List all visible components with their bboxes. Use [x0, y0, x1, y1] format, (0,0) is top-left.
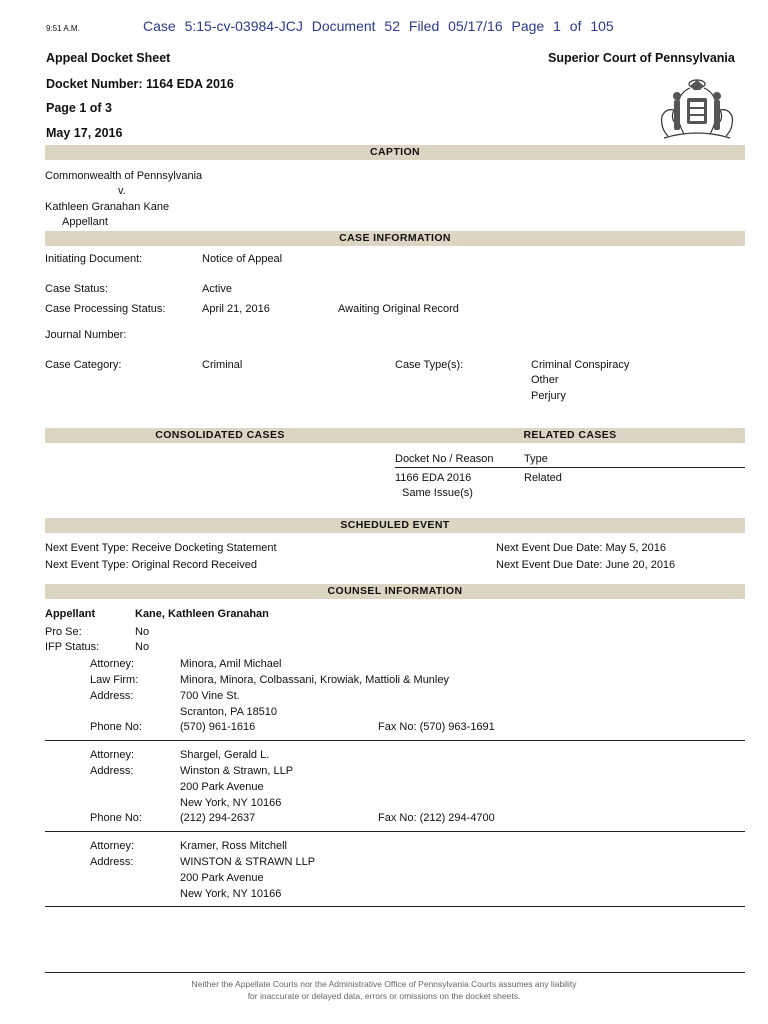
footer-disclaimer-line-2: for inaccurate or delayed data, errors or omissions on the docket sheets.	[247, 991, 521, 1001]
attorney-divider	[45, 831, 745, 832]
ifp-status-value: No	[135, 641, 150, 653]
fax-number: Fax No: (212) 294-4700	[378, 812, 495, 824]
case-type-item: Criminal Conspiracy	[531, 359, 630, 371]
scheduled-event-section-bar	[45, 518, 745, 533]
print-time: 9:51 A.M.	[46, 24, 80, 33]
address-line: 200 Park Avenue	[180, 781, 264, 793]
related-type: Related	[524, 472, 562, 484]
document-title: Appeal Docket Sheet	[46, 51, 171, 65]
phone-number: (212) 294-2637	[180, 812, 256, 824]
related-col-type-header: Type	[524, 453, 548, 465]
address-line: 200 Park Avenue	[180, 872, 264, 884]
attorney-label: Attorney:	[90, 840, 135, 852]
address-label: Address:	[90, 765, 134, 777]
ifp-status-label: IFP Status:	[45, 641, 100, 653]
phone-label: Phone No:	[90, 721, 142, 733]
court-name: Superior Court of Pennsylvania	[548, 51, 735, 65]
counsel-information-heading: COUNSEL INFORMATION	[327, 585, 463, 597]
address-label: Address:	[90, 690, 134, 702]
related-reason: Same Issue(s)	[402, 487, 473, 499]
counsel-information-section-bar	[45, 584, 745, 599]
footer-disclaimer-line-1: Neither the Appellate Courts nor the Administrative Office of Pennsylvania Courts assumes any liability	[191, 979, 577, 989]
related-col-docket-header: Docket No / Reason	[395, 453, 494, 465]
case-status-value: Active	[202, 283, 232, 295]
address-line: 700 Vine St.	[180, 690, 240, 702]
case-status-label: Case Status:	[45, 283, 108, 295]
phone-label: Phone No:	[90, 812, 142, 824]
fax-number: Fax No: (570) 963-1691	[378, 721, 495, 733]
sheet-date: May 17, 2016	[46, 126, 123, 140]
caption-versus: v.	[118, 185, 126, 197]
related-header-divider	[395, 467, 745, 468]
initiating-document-label: Initiating Document:	[45, 253, 143, 265]
law-firm-label: Law Firm:	[90, 674, 139, 686]
attorney-name: Shargel, Gerald L.	[180, 749, 270, 761]
pennsylvania-seal-icon	[654, 78, 740, 140]
attorney-divider	[45, 906, 745, 907]
next-event-due-date: Next Event Due Date: May 5, 2016	[496, 542, 666, 554]
attorney-label: Attorney:	[90, 749, 135, 761]
next-event-type: Next Event Type: Receive Docketing Statement	[45, 542, 277, 554]
attorney-label: Attorney:	[90, 658, 135, 670]
address-line: Winston & Strawn, LLP	[180, 765, 294, 777]
case-category-value: Criminal	[202, 359, 243, 371]
related-docket-number: 1166 EDA 2016	[395, 472, 472, 484]
attorney-divider	[45, 740, 745, 741]
related-cases-heading: RELATED CASES	[523, 429, 617, 441]
case-processing-date: April 21, 2016	[202, 303, 270, 315]
case-processing-label: Case Processing Status:	[45, 303, 166, 315]
case-category-label: Case Category:	[45, 359, 122, 371]
counsel-party-name: Kane, Kathleen Granahan	[135, 608, 269, 620]
case-type-item: Perjury	[531, 390, 566, 402]
consolidated-related-section-bar	[45, 428, 745, 443]
case-information-section-bar	[45, 231, 745, 246]
attorney-name: Kramer, Ross Mitchell	[180, 840, 287, 852]
pro-se-label: Pro Se:	[45, 626, 82, 638]
caption-party-2: Kathleen Granahan Kane	[45, 201, 170, 213]
caption-party-1: Commonwealth of Pennsylvania	[45, 170, 203, 182]
page-indicator: Page 1 of 3	[46, 101, 112, 115]
address-label: Address:	[90, 856, 134, 868]
case-information-heading: CASE INFORMATION	[339, 232, 451, 244]
address-line: WINSTON & STRAWN LLP	[180, 856, 316, 868]
journal-number-label: Journal Number:	[45, 329, 127, 341]
scheduled-event-heading: SCHEDULED EVENT	[340, 519, 450, 531]
case-processing-value: Awaiting Original Record	[338, 303, 459, 315]
consolidated-cases-heading: CONSOLIDATED CASES	[155, 429, 285, 441]
address-line: Scranton, PA 18510	[180, 706, 278, 718]
footer-divider	[45, 972, 745, 973]
caption-section-bar	[45, 145, 745, 160]
caption-party-2-role: Appellant	[62, 216, 108, 228]
address-line: New York, NY 10166	[180, 888, 282, 900]
pro-se-value: No	[135, 626, 150, 638]
next-event-due-date: Next Event Due Date: June 20, 2016	[496, 559, 676, 571]
address-line: New York, NY 10166	[180, 797, 282, 809]
caption-heading: CAPTION	[369, 146, 421, 158]
attorney-name: Minora, Amil Michael	[180, 658, 282, 670]
law-firm-name: Minora, Minora, Colbassani, Krowiak, Mattioli & Munley	[180, 674, 449, 686]
case-filing-stamp: Case 5:15-cv-03984-JCJ Document 52 Filed 05/17/16 Page 1 of 105	[143, 18, 614, 34]
initiating-document-value: Notice of Appeal	[202, 253, 283, 265]
next-event-type: Next Event Type: Original Record Received	[45, 559, 257, 571]
case-type-item: Other	[531, 374, 559, 386]
case-types-label: Case Type(s):	[395, 359, 464, 371]
docket-number: Docket Number: 1164 EDA 2016	[46, 77, 234, 91]
counsel-party-role: Appellant	[45, 608, 96, 620]
phone-number: (570) 961-1616	[180, 721, 256, 733]
